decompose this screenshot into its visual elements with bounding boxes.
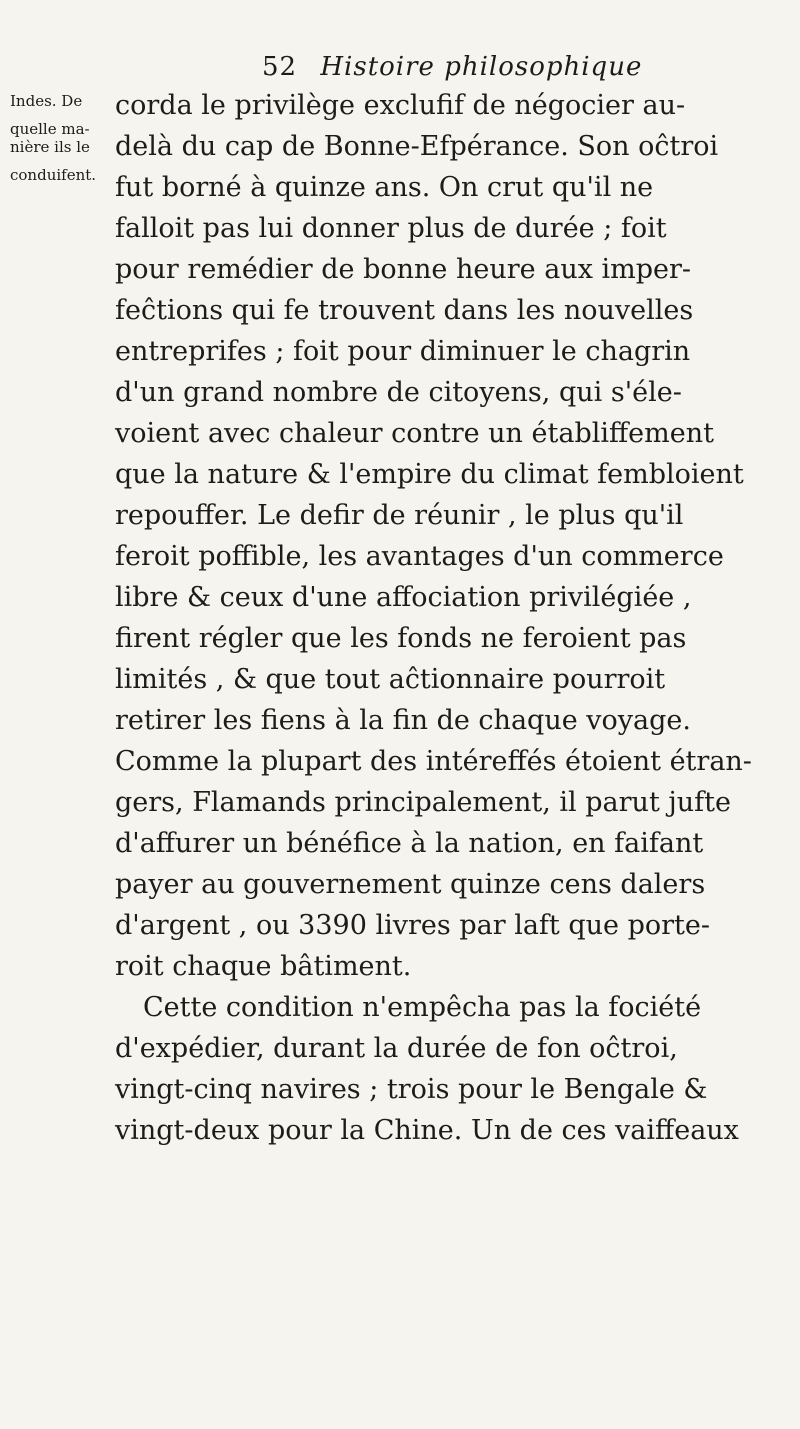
text-line: payer au gouvernement quinze cens dalers: [115, 869, 706, 900]
text-line: d'expédier, durant la durée de fon oĉtroi,: [115, 1033, 678, 1064]
text-line: feroit poffible, les avantages d'un commerce: [115, 541, 724, 572]
running-head: [262, 52, 642, 82]
text-line: Comme la plupart des intéreffés étoient étran-: [115, 746, 752, 777]
page-number: 52: [262, 52, 298, 82]
running-title: Histoire philosophique: [320, 52, 643, 82]
body-text: [115, 85, 795, 1151]
text-line: entreprifes ; foit pour diminuer le chagrin: [115, 336, 691, 367]
text-line: repouffer. Le defir de réunir , le plus qu'il: [115, 500, 684, 531]
text-line: gers, Flamands principalement, il parut jufte: [115, 787, 731, 818]
margin-note: [10, 88, 98, 186]
margin-note-line: conduifent.: [10, 166, 97, 184]
text-line: feĉtions qui fe trouvent dans les nouvelles: [115, 295, 694, 326]
text-line: d'argent , ou 3390 livres par laft que porte-: [115, 910, 710, 941]
text-line: Cette condition n'empêcha pas la fociété: [143, 992, 702, 1023]
text-line: fut borné à quinze ans. On crut qu'il ne: [115, 172, 654, 203]
text-line: voient avec chaleur contre un établiffement: [115, 418, 714, 449]
text-line: firent régler que les fonds ne feroient pas: [115, 623, 687, 654]
text-line: corda le privilège exclufif de négocier au-: [115, 90, 686, 121]
text-line: vingt-cinq navires ; trois pour le Bengale &: [115, 1074, 708, 1105]
text-line: roit chaque bâtiment.: [115, 951, 412, 982]
text-line: pour remédier de bonne heure aux imper-: [115, 254, 692, 285]
text-line: libre & ceux d'une affociation privilégiée ,: [115, 582, 692, 613]
margin-note-line: Indes. De: [10, 92, 83, 110]
margin-note-line: nière ils le: [10, 138, 90, 156]
text-line: limités , & que tout aĉtionnaire pourroit: [115, 664, 666, 695]
text-line: falloit pas lui donner plus de durée ; foit: [115, 213, 667, 244]
text-line: retirer les fiens à la fin de chaque voyage.: [115, 705, 691, 736]
text-line: que la nature & l'empire du climat fembloient: [115, 459, 744, 490]
text-line: vingt-deux pour la Chine. Un de ces vaiffeaux: [115, 1115, 739, 1146]
text-line: d'affurer un bénéfice à la nation, en faifant: [115, 828, 704, 859]
text-line: delà du cap de Bonne-Efpérance. Son oĉtroi: [115, 131, 719, 162]
margin-note-line: quelle ma-: [10, 120, 90, 138]
text-line: d'un grand nombre de citoyens, qui s'éle-: [115, 377, 682, 408]
